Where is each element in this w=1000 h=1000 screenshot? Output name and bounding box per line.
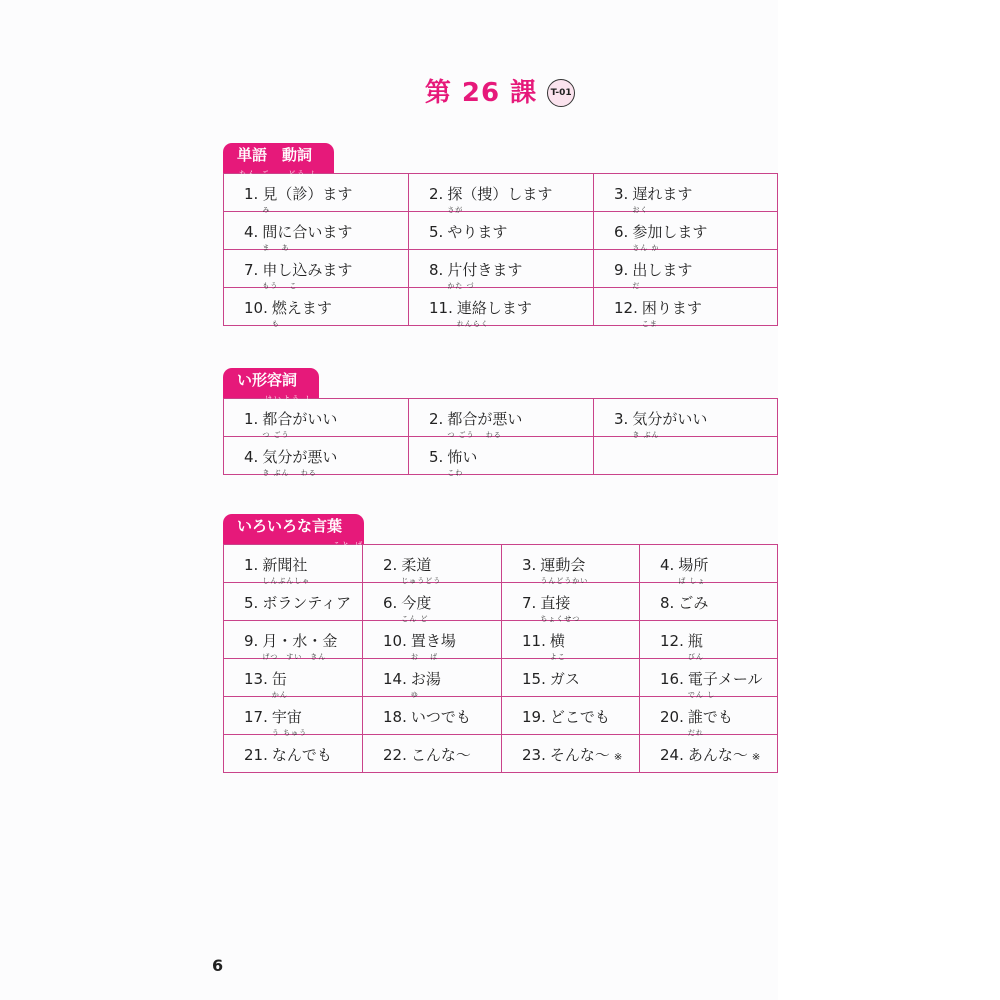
vocab-cell <box>363 583 502 621</box>
vocab-word-text: 新聞社 <box>262 556 308 574</box>
vocab-entry <box>614 288 777 328</box>
furigana: つ ごう わる <box>447 431 502 439</box>
vocab-cell <box>363 659 502 697</box>
vocab-entry <box>429 212 593 242</box>
vocab-word-text: 遅れます <box>632 185 693 203</box>
vocab-cell <box>594 437 778 475</box>
vocab-word <box>401 594 432 623</box>
item-number: 3. <box>614 185 629 203</box>
item-number: 14. <box>383 670 407 688</box>
vocab-word <box>271 299 332 328</box>
table-row <box>224 288 778 326</box>
vocab-cell <box>409 288 594 326</box>
item-number: 19. <box>522 708 546 726</box>
vocab-word-text: 都合が悪い <box>447 410 523 428</box>
note-mark: ※ <box>613 752 623 763</box>
vocab-entry <box>522 621 639 661</box>
vocab-entry <box>522 659 639 689</box>
vocab-entry <box>614 399 777 439</box>
furigana: さが <box>447 206 464 214</box>
vocab-cell <box>409 250 594 288</box>
section-tab-label: い形容詞 <box>237 371 298 389</box>
vocab-word-text: 申し込みます <box>262 261 353 279</box>
furigana: かん <box>271 691 288 699</box>
vocab-word <box>632 223 708 252</box>
vocab-word-text: 困ります <box>641 299 702 317</box>
vocab-word-text: 置き場 <box>410 632 456 650</box>
table-row <box>224 697 778 735</box>
item-number: 5. <box>429 448 444 466</box>
furigana: しんぶんしゃ <box>262 577 311 585</box>
vocab-word-text: 片付きます <box>447 261 523 279</box>
section-tab <box>223 368 319 403</box>
item-number: 10. <box>383 632 407 650</box>
furigana: かた づ <box>447 282 475 290</box>
vocab-word-text: 誰でも <box>687 708 733 726</box>
vocab-cell <box>409 399 594 437</box>
vocab-cell <box>363 735 502 773</box>
item-number: 16. <box>660 670 684 688</box>
vocab-word <box>540 556 589 585</box>
item-number: 21. <box>244 746 268 764</box>
vocab-cell <box>224 174 409 212</box>
vocab-cell <box>640 735 778 773</box>
furigana: じゅうどう <box>401 577 442 585</box>
vocab-cell <box>224 212 409 250</box>
item-number: 12. <box>614 299 638 317</box>
vocab-word <box>678 594 708 612</box>
vocab-word-text: どこでも <box>549 708 610 726</box>
vocab-word <box>687 670 763 699</box>
vocab-cell <box>363 697 502 735</box>
vocab-cell <box>502 697 640 735</box>
vocab-word-text: 気分がいい <box>632 410 708 428</box>
item-number: 9. <box>614 261 629 279</box>
vocab-word-text: 見（診）ます <box>262 185 353 203</box>
vocab-word <box>271 708 308 737</box>
item-number: 4. <box>244 448 259 466</box>
item-number: 6. <box>383 594 398 612</box>
vocab-entry <box>429 437 593 477</box>
furigana: れんらく <box>456 320 489 328</box>
furigana: さん か <box>632 244 660 252</box>
vocab-word <box>262 261 353 290</box>
vocab-entry <box>383 545 501 585</box>
note-mark: ※ <box>751 752 761 763</box>
vocab-word-text: こんな〜 <box>410 746 471 764</box>
furigana: うんどうかい <box>540 577 589 585</box>
vocab-cell <box>409 212 594 250</box>
vocab-entry <box>244 212 408 252</box>
furigana: だれ <box>687 729 704 737</box>
vocab-entry <box>660 735 777 765</box>
vocab-word <box>540 594 581 623</box>
vocab-word <box>262 223 353 252</box>
item-number: 5. <box>429 223 444 241</box>
furigana: ば しょ <box>678 577 706 585</box>
vocab-word <box>641 299 702 328</box>
vocab-word <box>550 708 610 726</box>
vocab-word <box>678 556 709 585</box>
vocab-word-text: 気分が悪い <box>262 448 338 466</box>
vocab-word <box>411 746 471 764</box>
furigana: み <box>262 206 271 214</box>
vocab-word-text: 出します <box>632 261 693 279</box>
item-number: 7. <box>522 594 537 612</box>
vocab-word-text: ガス <box>549 670 580 688</box>
vocab-entry <box>244 697 362 737</box>
item-number: 3. <box>614 410 629 428</box>
vocab-entry <box>522 735 639 765</box>
item-number: 8. <box>429 261 444 279</box>
furigana: よこ <box>549 653 566 661</box>
item-number: 9. <box>244 632 259 650</box>
vocab-entry <box>244 583 362 613</box>
vocab-cell <box>224 659 363 697</box>
table-row <box>224 250 778 288</box>
vocab-word <box>271 670 288 699</box>
vocab-word <box>447 448 478 477</box>
vocab-word-text: いつでも <box>410 708 471 726</box>
vocab-word <box>262 448 338 477</box>
vocab-cell <box>640 621 778 659</box>
vocab-cell <box>594 174 778 212</box>
vocab-entry <box>522 545 639 585</box>
vocab-cell <box>363 545 502 583</box>
vocab-entry <box>614 174 777 214</box>
item-number: 1. <box>244 410 259 428</box>
furigana: もう こ <box>262 282 298 290</box>
vocab-word <box>632 185 693 214</box>
vocab-entry <box>660 583 777 613</box>
vocab-cell <box>224 621 363 659</box>
lesson-header <box>0 72 1000 109</box>
vocab-word-text: 怖い <box>447 448 478 466</box>
vocab-word-text: 今度 <box>401 594 432 612</box>
vocab-table <box>223 173 778 326</box>
item-number: 20. <box>660 708 684 726</box>
item-number: 4. <box>244 223 259 241</box>
vocab-word <box>447 410 523 439</box>
vocab-cell <box>224 288 409 326</box>
vocab-cell <box>224 399 409 437</box>
furigana: げつ すい きん <box>262 653 327 661</box>
vocab-entry <box>522 583 639 623</box>
vocab-entry <box>244 250 408 290</box>
furigana: びん <box>687 653 704 661</box>
item-number: 22. <box>383 746 407 764</box>
item-number: 12. <box>660 632 684 650</box>
vocab-word <box>687 632 704 661</box>
section-tab-furigana: けいよう し <box>265 395 315 403</box>
vocab-word-text: 場所 <box>678 556 709 574</box>
vocab-entry <box>383 621 501 661</box>
vocab-entry <box>244 621 362 661</box>
vocab-cell <box>224 437 409 475</box>
vocab-entry <box>660 621 777 661</box>
furigana: ちょくせつ <box>540 615 581 623</box>
vocab-word <box>447 261 523 290</box>
vocab-word-text: 電子メール <box>687 670 763 688</box>
vocab-cell <box>594 399 778 437</box>
item-number: 13. <box>244 670 268 688</box>
vocab-word-text: 運動会 <box>540 556 586 574</box>
furigana: ま あ <box>262 244 290 252</box>
section-various-words <box>223 514 778 773</box>
vocab-cell <box>502 659 640 697</box>
vocab-entry <box>244 735 362 765</box>
furigana: き ぶん <box>632 431 660 439</box>
section-i-adjectives <box>223 368 778 475</box>
vocab-cell <box>640 583 778 621</box>
vocab-word <box>411 708 471 726</box>
vocab-entry <box>244 174 408 214</box>
section-tab-furigana: たん ご どう し <box>239 170 320 178</box>
vocab-word <box>550 670 580 688</box>
vocab-entry <box>383 583 501 623</box>
vocab-cell <box>224 697 363 735</box>
vocab-word-text: 缶 <box>271 670 287 688</box>
vocab-word <box>549 632 566 661</box>
vocab-word-text: 柔道 <box>401 556 432 574</box>
vocab-entry <box>429 250 593 290</box>
audio-track-badge: T-01 <box>547 79 575 107</box>
vocab-word <box>272 746 332 764</box>
section-tab-label: 単語 動詞 <box>237 146 313 164</box>
furigana: こん ど <box>401 615 429 623</box>
vocab-word-text: 都合がいい <box>262 410 338 428</box>
table-row <box>224 735 778 773</box>
vocab-entry <box>383 697 501 727</box>
table-row <box>224 621 778 659</box>
vocab-word <box>687 708 733 737</box>
vocab-cell <box>594 288 778 326</box>
vocab-word-text: やります <box>447 223 508 241</box>
vocab-entry <box>429 399 593 439</box>
item-number: 5. <box>244 594 259 612</box>
vocab-word-text: そんな〜 <box>549 746 610 764</box>
item-number: 6. <box>614 223 629 241</box>
table-row <box>224 212 778 250</box>
vocab-entry <box>244 288 408 328</box>
item-number: 7. <box>244 261 259 279</box>
vocab-entry <box>614 250 777 290</box>
item-number: 11. <box>522 632 546 650</box>
page-number: 6 <box>212 956 224 975</box>
vocab-cell <box>363 621 502 659</box>
furigana: お ば <box>410 653 439 661</box>
vocab-word-text: 月・水・金 <box>262 632 338 650</box>
vocab-word-text: 参加します <box>632 223 708 241</box>
vocab-cell <box>640 659 778 697</box>
furigana: でん し <box>687 691 716 699</box>
vocab-cell <box>409 437 594 475</box>
vocab-cell <box>594 250 778 288</box>
vocab-word <box>410 632 456 661</box>
vocab-cell <box>224 583 363 621</box>
vocab-word-text: 宇宙 <box>271 708 302 726</box>
vocab-cell <box>224 735 363 773</box>
item-number: 1. <box>244 556 259 574</box>
vocab-word-text: ボランティア <box>262 594 352 612</box>
furigana: つ ごう <box>262 431 290 439</box>
section-tab-furigana: こと ば <box>333 541 365 549</box>
furigana: だ <box>632 282 641 290</box>
furigana: も <box>271 320 280 328</box>
table-row <box>224 659 778 697</box>
vocab-word <box>632 410 708 439</box>
vocab-entry <box>614 437 777 464</box>
vocab-entry <box>429 288 593 328</box>
table-row <box>224 174 778 212</box>
vocab-word-text: あんな〜 <box>687 746 748 764</box>
furigana: ゆ <box>410 691 419 699</box>
item-number: 15. <box>522 670 546 688</box>
vocab-word-text: 直接 <box>540 594 571 612</box>
vocab-word-text: お湯 <box>410 670 441 688</box>
vocab-entry <box>660 697 777 737</box>
vocab-table <box>223 544 778 773</box>
item-number: 4. <box>660 556 675 574</box>
vocab-cell <box>594 212 778 250</box>
vocab-word-text: なんでも <box>271 746 332 764</box>
vocab-word-text: ごみ <box>678 594 709 612</box>
item-number: 10. <box>244 299 268 317</box>
vocab-word <box>447 223 507 241</box>
vocab-entry <box>614 212 777 252</box>
vocab-word <box>410 670 441 699</box>
vocab-entry <box>383 659 501 699</box>
furigana: こま <box>641 320 658 328</box>
vocab-word <box>262 632 338 661</box>
vocab-cell <box>640 545 778 583</box>
vocab-cell <box>502 545 640 583</box>
vocab-cell <box>224 545 363 583</box>
vocab-entry <box>383 735 501 765</box>
vocab-cell <box>640 697 778 735</box>
vocab-word <box>688 746 748 764</box>
vocab-word <box>456 299 532 328</box>
furigana: き ぶん わる <box>262 469 317 477</box>
vocab-cell <box>502 735 640 773</box>
item-number: 24. <box>660 746 684 764</box>
item-number: 2. <box>383 556 398 574</box>
table-row <box>224 545 778 583</box>
vocab-word-text: 瓶 <box>687 632 703 650</box>
vocab-entry <box>244 659 362 699</box>
vocab-word <box>262 556 311 585</box>
vocab-word <box>401 556 442 585</box>
vocab-word-text: 燃えます <box>271 299 332 317</box>
vocab-word <box>632 261 693 290</box>
item-number: 11. <box>429 299 453 317</box>
vocab-cell <box>502 583 640 621</box>
section-tab <box>223 143 334 178</box>
item-number: 18. <box>383 708 407 726</box>
vocab-entry <box>522 697 639 727</box>
vocab-entry <box>244 437 408 477</box>
vocab-word-text: 連絡します <box>456 299 532 317</box>
item-number: 2. <box>429 185 444 203</box>
item-number: 1. <box>244 185 259 203</box>
vocab-entry <box>244 545 362 585</box>
table-row <box>224 399 778 437</box>
vocab-word <box>550 746 610 764</box>
vocab-word <box>262 594 351 612</box>
vocab-entry <box>660 545 777 585</box>
item-number: 23. <box>522 746 546 764</box>
vocab-entry <box>429 174 593 214</box>
item-number: 17. <box>244 708 268 726</box>
vocab-word <box>447 185 553 214</box>
vocab-entry <box>660 659 777 699</box>
table-row <box>224 583 778 621</box>
item-number: 3. <box>522 556 537 574</box>
page-margin <box>778 0 1000 1000</box>
vocab-entry <box>244 399 408 439</box>
item-number: 2. <box>429 410 444 428</box>
vocab-table <box>223 398 778 475</box>
vocab-word <box>262 410 338 439</box>
vocab-word <box>262 185 353 214</box>
vocab-word-text: 探（捜）します <box>447 185 553 203</box>
table-row <box>224 437 778 475</box>
item-number: 8. <box>660 594 675 612</box>
section-tab <box>223 514 365 549</box>
vocab-cell <box>502 621 640 659</box>
section-verbs <box>223 143 778 326</box>
lesson-title: 第 26 課 <box>424 78 538 108</box>
furigana: おく <box>632 206 649 214</box>
vocab-cell <box>409 174 594 212</box>
furigana: う ちゅう <box>271 729 308 737</box>
section-tab-label: いろいろな言葉 <box>237 517 343 535</box>
furigana: こわ <box>447 469 464 477</box>
vocab-word-text: 間に合います <box>262 223 353 241</box>
vocab-word-text: 横 <box>549 632 565 650</box>
vocab-cell <box>224 250 409 288</box>
